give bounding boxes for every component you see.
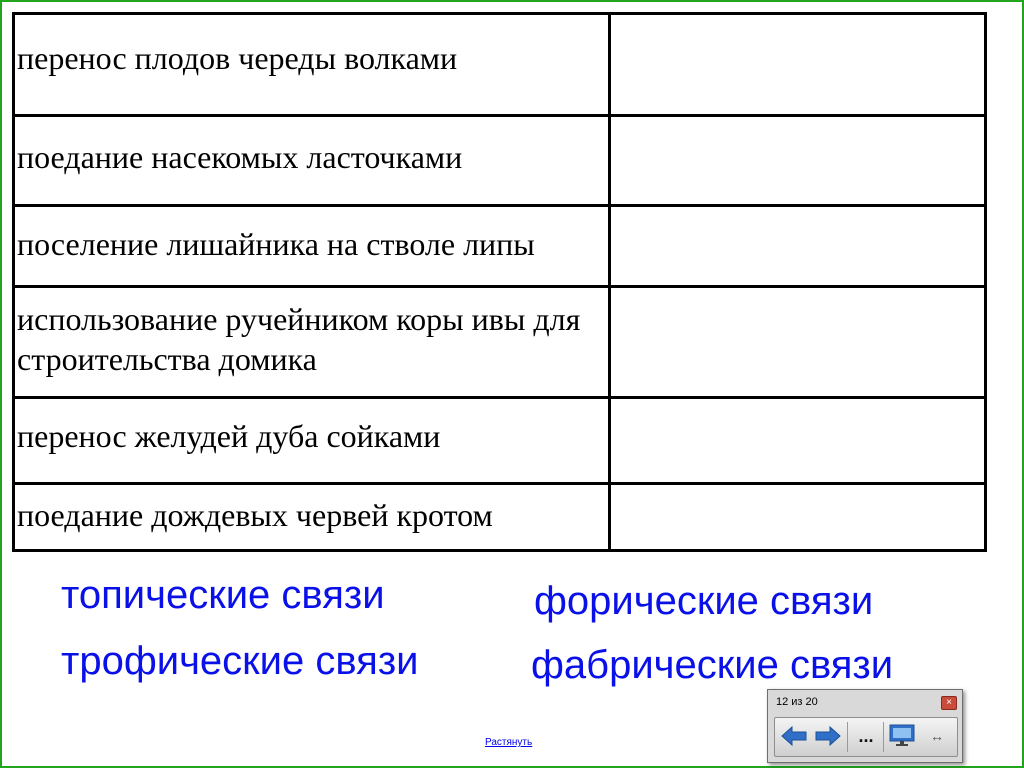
table-cell-answer[interactable] [609,398,985,484]
more-button[interactable]: ... [858,726,874,746]
slide-navigation-panel [767,689,963,763]
task-table [12,12,987,552]
separator [883,722,884,752]
table-cell-text: поселение лишайника на стволе липы [14,206,610,287]
table-cell-answer[interactable] [609,206,985,287]
answer-trophic[interactable]: трофические связи [61,639,419,683]
table-row [14,287,986,398]
table-row [14,116,986,206]
table-cell-text: поедание насекомых ласточками [14,116,610,206]
table-cell-answer[interactable] [609,116,985,206]
fullscreen-button[interactable] [887,720,917,752]
table-cell-answer[interactable] [609,287,985,398]
fit-width-button[interactable]: ↔ [930,728,944,744]
table-cell-text: использование ручейником коры ивы для строительства домика [14,287,610,398]
stretch-link[interactable]: Растянуть [485,737,533,748]
next-slide-button[interactable] [813,720,843,752]
table-cell-answer[interactable] [609,14,985,116]
table-cell-text: поедание дождевых червей кротом [14,484,610,551]
answer-fabric[interactable]: фабрические связи [531,643,894,687]
navigation-toolbar [774,717,958,757]
table-row [14,206,986,287]
close-button[interactable]: × [941,696,957,710]
table-row [14,484,986,551]
monitor-icon [889,724,915,748]
table-cell-answer[interactable] [609,484,985,551]
table-cell-text: перенос плодов череды волками [14,14,610,116]
slide-counter: 12 из 20 [776,696,818,708]
previous-slide-button[interactable] [779,720,809,752]
table-cell-text: перенос желудей дуба сойками [14,398,610,484]
arrow-right-icon [815,726,841,746]
answer-phoric[interactable]: форические связи [534,579,874,623]
arrow-left-icon [781,726,807,746]
table-row [14,398,986,484]
table-row [14,14,986,116]
answer-topical[interactable]: топические связи [61,573,385,617]
separator [847,722,848,752]
